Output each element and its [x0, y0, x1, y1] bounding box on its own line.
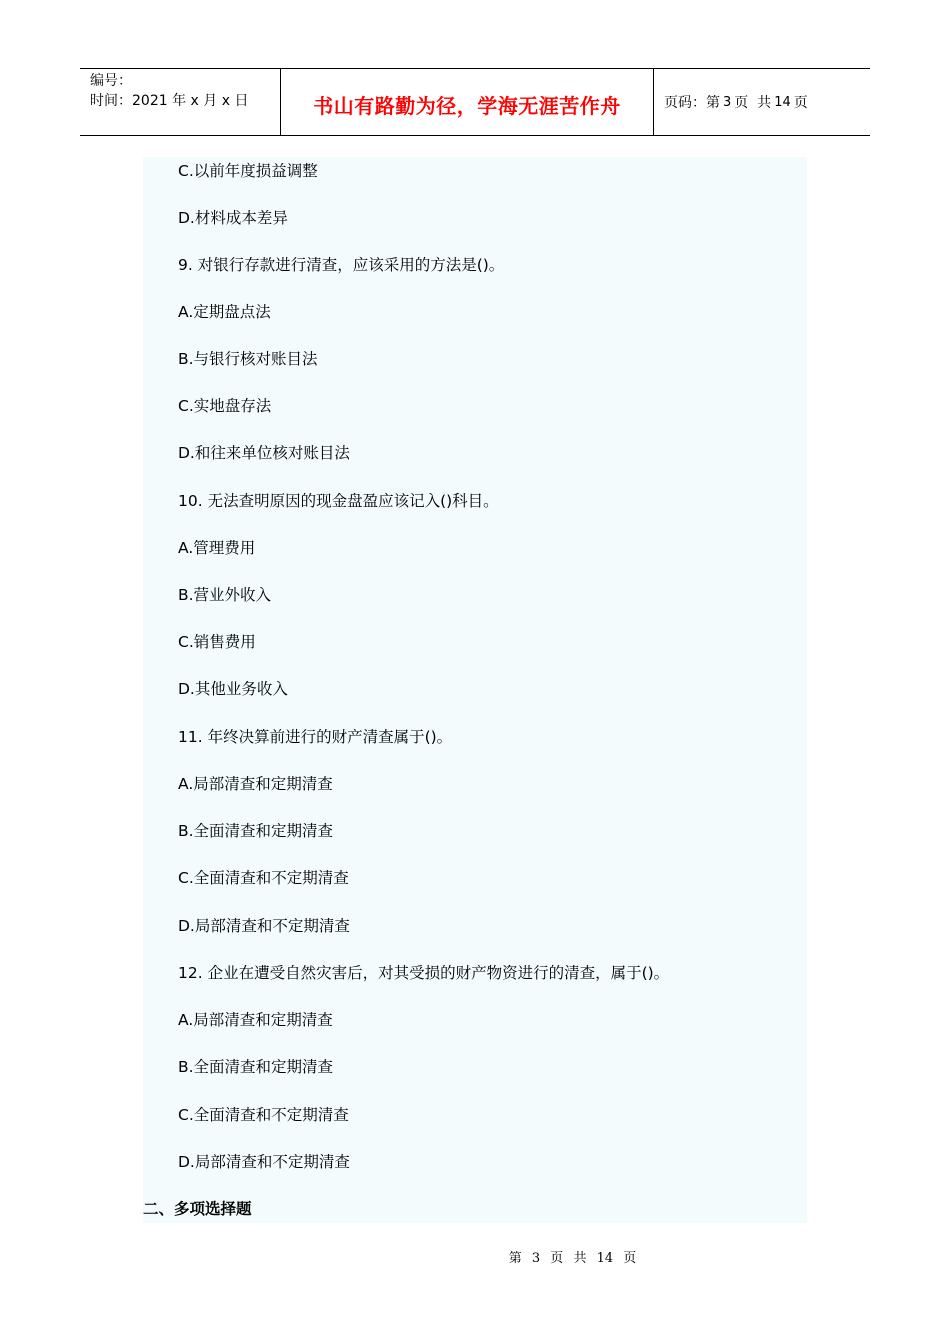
footer-suffix: 页 [623, 1251, 637, 1266]
option-line: D.局部清查和不定期清查 [178, 917, 350, 935]
option-line: B.全面清查和定期清查 [178, 822, 334, 840]
option-line: C.全面清查和不定期清查 [178, 869, 349, 887]
option-line: B.营业外收入 [178, 586, 272, 604]
page-total: 14 [774, 94, 791, 110]
footer-current-page: 3 [531, 1251, 541, 1266]
header-motto-cell [281, 69, 654, 135]
header-page-info [654, 69, 870, 135]
footer-mid: 页 [550, 1251, 564, 1266]
question-line: 12. 企业在遭受自然灾害后，对其受损的财产物资进行的清查，属于()。 [178, 964, 670, 982]
document-number-label: 编号： [90, 73, 132, 89]
option-line: C.以前年度损益调整 [178, 162, 318, 180]
option-line: A.管理费用 [178, 539, 256, 557]
footer-total-prefix: 共 [573, 1251, 587, 1266]
header-meta [80, 69, 281, 135]
header-motto: 书山有路勤为径，学海无涯苦作舟 [313, 93, 621, 118]
option-line: B.与银行核对账目法 [178, 350, 318, 368]
footer-prefix: 第 [508, 1251, 522, 1266]
page-footer [0, 1247, 950, 1266]
page-header [80, 68, 870, 136]
option-line: D.材料成本差异 [178, 209, 288, 227]
page-mid: 页 共 [734, 95, 772, 111]
option-line: A.定期盘点法 [178, 303, 271, 321]
option-line: D.其他业务收入 [178, 680, 288, 698]
option-line: A.局部清查和定期清查 [178, 775, 333, 793]
option-line: C.销售费用 [178, 633, 256, 651]
option-line: D.局部清查和不定期清查 [178, 1153, 350, 1171]
page-prefix: 页码：第 [664, 95, 720, 111]
option-line: A.局部清查和定期清查 [178, 1011, 333, 1029]
document-date: 时间：2021 年 x 月 x 日 [90, 93, 249, 109]
page-current: 3 [723, 94, 732, 110]
option-line: C.全面清查和不定期清查 [178, 1106, 349, 1124]
page-suffix: 页 [793, 95, 808, 111]
option-line: C.实地盘存法 [178, 397, 272, 415]
option-line: D.和往来单位核对账目法 [178, 444, 350, 462]
question-line: 9. 对银行存款进行清查，应该采用的方法是()。 [178, 256, 505, 274]
question-line: 11. 年终决算前进行的财产清查属于()。 [178, 728, 453, 746]
section-title: 二、多项选择题 [143, 1200, 252, 1218]
footer-total-pages: 14 [596, 1251, 614, 1266]
question-line: 10. 无法查明原因的现金盘盈应该记入()科目。 [178, 492, 499, 510]
option-line: B.全面清查和定期清查 [178, 1058, 334, 1076]
